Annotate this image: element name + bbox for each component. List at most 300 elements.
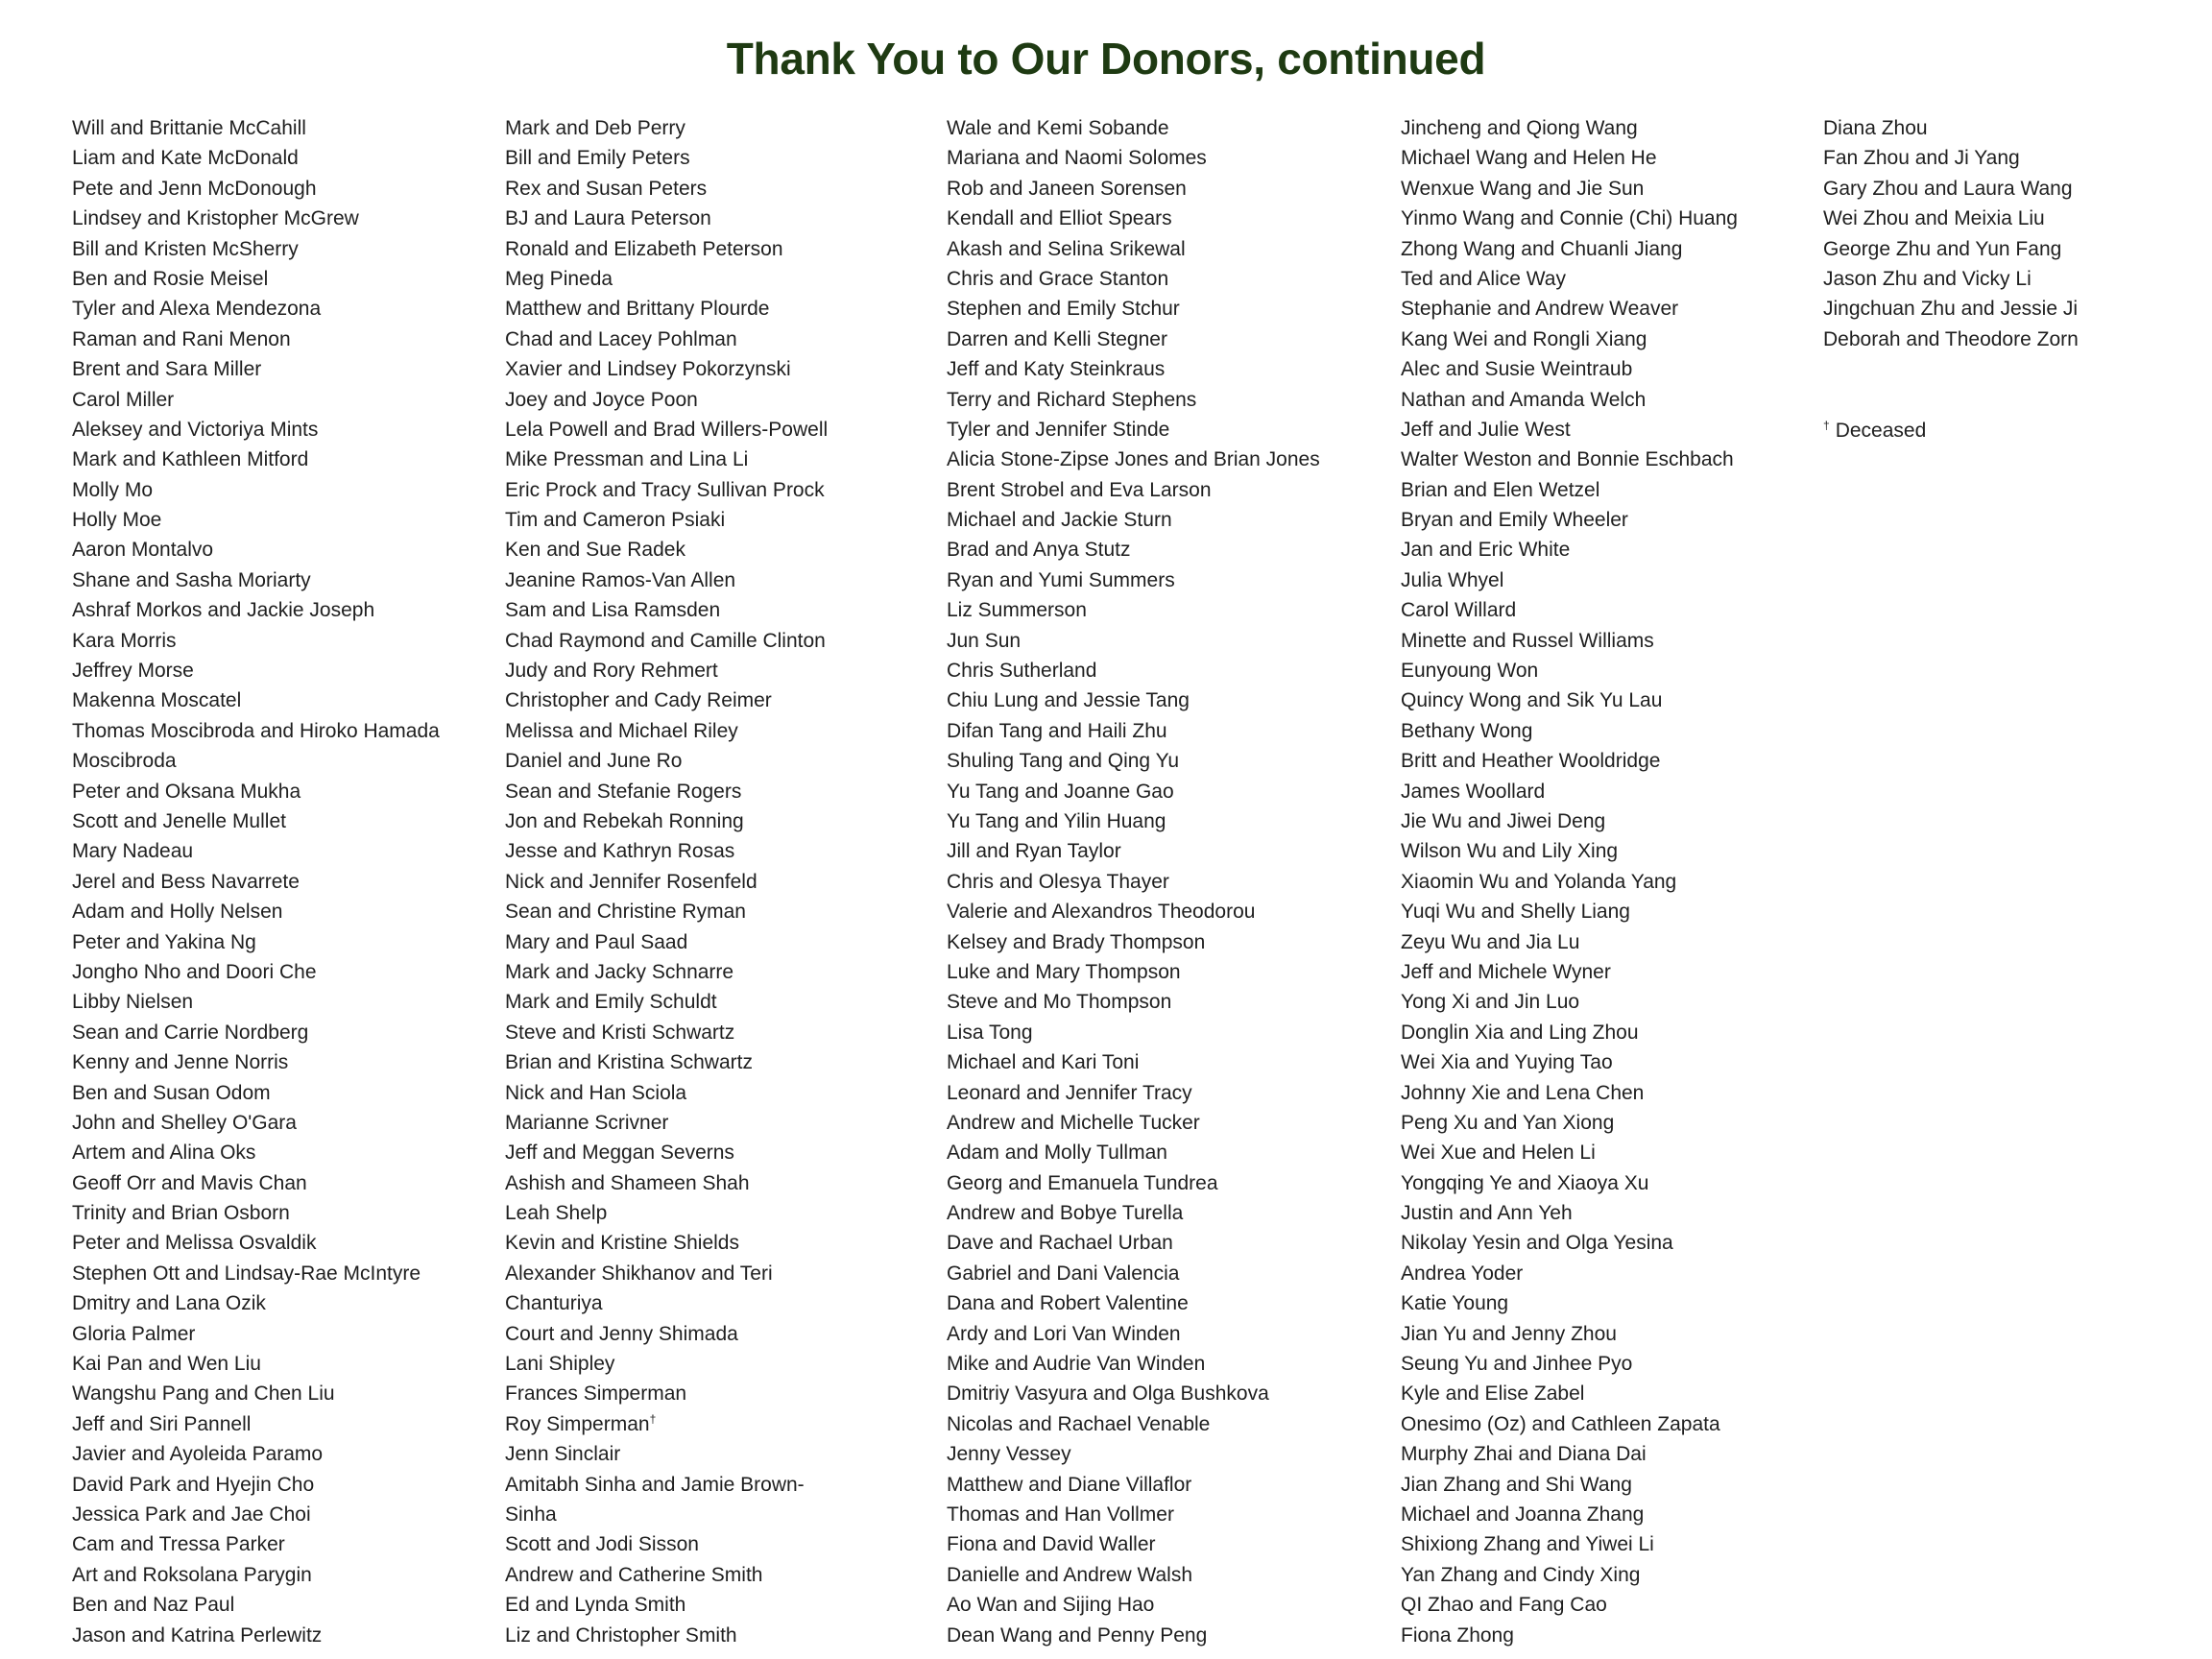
- donor-name: [505, 234, 828, 264]
- donor-name: [1401, 143, 1738, 173]
- donor-name-text: Mike Pressman and Lina Li: [505, 448, 749, 471]
- donor-name: [947, 836, 1320, 866]
- donor-name: [72, 143, 440, 173]
- donor-name: [1401, 716, 1738, 746]
- donor-name: [947, 897, 1320, 926]
- donor-name-text: Yan Zhang and Cindy Xing: [1401, 1563, 1641, 1586]
- donor-name: [1401, 354, 1738, 384]
- donor-name-text: Jie Wu and Jiwei Deng: [1401, 809, 1606, 832]
- donor-name-text: Wangshu Pang and Chen Liu: [72, 1382, 335, 1406]
- donor-name: [947, 325, 1320, 354]
- dagger-mark: †: [1823, 419, 1830, 432]
- donor-name-text: QI Zhao and Fang Cao: [1401, 1594, 1607, 1617]
- donor-name: [1401, 806, 1738, 836]
- donor-name-text: Kendall and Elliot Spears: [947, 207, 1172, 230]
- donor-name-text: Carol Willard: [1401, 599, 1517, 622]
- donor-name: [947, 656, 1320, 685]
- donor-name-text: Stephen and Emily Stchur: [947, 298, 1180, 321]
- donor-name: [505, 685, 828, 715]
- donor-name: [72, 1349, 440, 1379]
- donor-name-text: Wei Xue and Helen Li: [1401, 1142, 1596, 1165]
- donor-name-text: Frances Simperman: [505, 1382, 687, 1406]
- donor-name-text: Leah Shelp: [505, 1202, 608, 1225]
- donor-name: [505, 1621, 828, 1650]
- donor-name-text: Melissa and Michael Riley: [505, 719, 738, 742]
- donor-name: [1401, 1621, 1738, 1650]
- donor-name: [72, 1319, 440, 1349]
- donor-name-text: Moscibroda: [72, 750, 177, 773]
- donor-name-text: Jenn Sinclair: [505, 1443, 621, 1466]
- donor-name-text: Nicolas and Rachael Venable: [947, 1412, 1211, 1435]
- donor-name: [947, 685, 1320, 715]
- donor-name-text: Johnny Xie and Lena Chen: [1401, 1081, 1645, 1104]
- donor-name: [72, 777, 440, 806]
- donor-name-text: Jesse and Kathryn Rosas: [505, 840, 735, 863]
- donor-name: [947, 1198, 1320, 1228]
- donor-name-text: James Woollard: [1401, 780, 1546, 803]
- donor-name-text: Jeff and Michele Wyner: [1401, 960, 1611, 983]
- donor-name-text: Donglin Xia and Ling Zhou: [1401, 1021, 1639, 1044]
- donor-name-text: Dana and Robert Valentine: [947, 1292, 1189, 1315]
- donor-name-text: Peter and Oksana Mukha: [72, 780, 301, 803]
- donor-name: [505, 987, 828, 1017]
- donor-name-text: Sean and Stefanie Rogers: [505, 780, 742, 803]
- donor-name-text: Adam and Molly Tullman: [947, 1142, 1167, 1165]
- donor-name-text: Difan Tang and Haili Zhu: [947, 719, 1167, 742]
- donor-name: [947, 626, 1320, 656]
- donor-name-text: Kyle and Elise Zabel: [1401, 1382, 1585, 1406]
- donor-name: [505, 1560, 828, 1590]
- donor-name-text: Tyler and Alexa Mendezona: [72, 298, 322, 321]
- donor-name: [1401, 626, 1738, 656]
- donor-name: [72, 415, 440, 445]
- donor-name: [1401, 1198, 1738, 1228]
- donor-name-text: Jeff and Siri Pannell: [72, 1412, 252, 1435]
- donor-name: [947, 1288, 1320, 1318]
- donor-name-text: Jeffrey Morse: [72, 660, 194, 683]
- donor-name-text: Lisa Tong: [947, 1021, 1033, 1044]
- donor-name-text: Michael and Jackie Sturn: [947, 509, 1172, 532]
- donor-name-text: Valerie and Alexandros Theodorou: [947, 901, 1256, 924]
- page-title: Thank You to Our Donors, continued: [726, 34, 1486, 84]
- donor-name-text: Sean and Carrie Nordberg: [72, 1021, 309, 1044]
- donor-name-text: Nick and Jennifer Rosenfeld: [505, 870, 757, 893]
- donor-name-text: Artem and Alina Oks: [72, 1142, 256, 1165]
- donor-name-text: Yinmo Wang and Connie (Chi) Huang: [1401, 207, 1738, 230]
- donor-name: [1401, 685, 1738, 715]
- donor-name-text: Mark and Jacky Schnarre: [505, 960, 734, 983]
- donor-name: [947, 957, 1320, 987]
- donor-name: [505, 535, 828, 565]
- donor-name: [947, 987, 1320, 1017]
- donor-name: [1401, 1018, 1738, 1047]
- donor-name: [72, 595, 440, 625]
- donor-name: [505, 294, 828, 324]
- donor-column-5: [1823, 113, 2079, 354]
- donor-name-text: Andrew and Michelle Tucker: [947, 1111, 1200, 1134]
- donor-name-text: Yuqi Wu and Shelly Liang: [1401, 901, 1630, 924]
- donor-name-text: Kara Morris: [72, 629, 177, 652]
- donor-name: [947, 565, 1320, 595]
- donor-name-text: Dmitriy Vasyura and Olga Bushkova: [947, 1382, 1269, 1406]
- donor-name-text: Jeff and Meggan Severns: [505, 1142, 734, 1165]
- donor-name-text: Kelsey and Brady Thompson: [947, 930, 1206, 953]
- donor-column-4: [1401, 113, 1738, 1650]
- donor-name-text: Trinity and Brian Osborn: [72, 1202, 290, 1225]
- donor-name-text: Nick and Han Sciola: [505, 1081, 687, 1104]
- donor-name-text: Kang Wei and Rongli Xiang: [1401, 327, 1647, 350]
- donor-name-text: Tim and Cameron Psiaki: [505, 509, 726, 532]
- donor-name: [505, 1500, 828, 1529]
- donor-name: [1401, 836, 1738, 866]
- donor-name: [1823, 264, 2079, 294]
- donor-name-text: Will and Brittanie McCahill: [72, 117, 306, 139]
- donor-name-text: Chiu Lung and Jessie Tang: [947, 689, 1190, 712]
- donor-name-text: Dave and Rachael Urban: [947, 1232, 1173, 1255]
- donor-name-text: Brad and Anya Stutz: [947, 539, 1131, 562]
- donor-name-text: Andrew and Bobye Turella: [947, 1202, 1184, 1225]
- donor-name: [947, 1047, 1320, 1077]
- donor-name: [947, 1228, 1320, 1258]
- donor-name: [1401, 1379, 1738, 1408]
- donor-name: [72, 1439, 440, 1469]
- donor-name-text: Jeanine Ramos-Van Allen: [505, 568, 736, 591]
- donor-name-text: Ed and Lynda Smith: [505, 1594, 686, 1617]
- donor-name: [1401, 1108, 1738, 1138]
- donor-name: [947, 1560, 1320, 1590]
- donor-name-text: Jincheng and Qiong Wang: [1401, 117, 1638, 139]
- donor-name-text: Peng Xu and Yan Xiong: [1401, 1111, 1615, 1134]
- donor-name: [72, 1198, 440, 1228]
- donor-name-text: Akash and Selina Srikewal: [947, 237, 1186, 260]
- donor-name: [1401, 1590, 1738, 1620]
- donor-name: [947, 867, 1320, 897]
- donor-name: [1401, 113, 1738, 143]
- donor-name: [505, 806, 828, 836]
- donor-name-text: Liz Summerson: [947, 599, 1087, 622]
- donor-name: [72, 1560, 440, 1590]
- donor-column-3: [947, 113, 1320, 1650]
- donor-name-text: Ashraf Morkos and Jackie Joseph: [72, 599, 375, 622]
- donor-name: [1401, 174, 1738, 204]
- donor-name: [72, 354, 440, 384]
- donor-name: [1401, 1349, 1738, 1379]
- donor-name-text: Sean and Christine Ryman: [505, 901, 746, 924]
- donor-name: [947, 1138, 1320, 1167]
- donor-name: [1401, 234, 1738, 264]
- donor-name-text: Ben and Naz Paul: [72, 1594, 235, 1617]
- footnote-text: Deceased: [1835, 420, 1927, 442]
- donor-name-text: Ben and Rosie Meisel: [72, 267, 269, 290]
- donor-name: [947, 445, 1320, 474]
- donor-name-text: Chris Sutherland: [947, 660, 1097, 683]
- donor-name: [947, 1439, 1320, 1469]
- donor-name-text: Sinha: [505, 1503, 557, 1526]
- deceased-mark: †: [649, 1411, 657, 1426]
- donor-name-text: Court and Jenny Shimada: [505, 1322, 738, 1345]
- donor-name-text: Dmitry and Lana Ozik: [72, 1292, 266, 1315]
- donor-name-text: Shixiong Zhang and Yiwei Li: [1401, 1533, 1654, 1556]
- donor-name-text: Zeyu Wu and Jia Lu: [1401, 930, 1580, 953]
- donor-name: [947, 1078, 1320, 1108]
- donor-name: [505, 1108, 828, 1138]
- donor-name: [1401, 565, 1738, 595]
- donor-name: [505, 867, 828, 897]
- donor-name: [72, 174, 440, 204]
- donor-name-text: Fiona and David Waller: [947, 1533, 1156, 1556]
- donor-name: [1823, 174, 2079, 204]
- donor-name-text: Eric Prock and Tracy Sullivan Prock: [505, 478, 825, 501]
- donor-name-text: John and Shelley O'Gara: [72, 1111, 297, 1134]
- donor-name-text: Nathan and Amanda Welch: [1401, 388, 1647, 411]
- donor-name: [505, 445, 828, 474]
- donor-name-text: Chad Raymond and Camille Clinton: [505, 629, 826, 652]
- donor-name-text: Meg Pineda: [505, 267, 613, 290]
- donor-name-text: Jason Zhu and Vicky Li: [1823, 267, 2032, 290]
- donor-name-text: Zhong Wang and Chuanli Jiang: [1401, 237, 1683, 260]
- donor-name-text: Brent Strobel and Eva Larson: [947, 478, 1212, 501]
- donor-name-text: Danielle and Andrew Walsh: [947, 1563, 1193, 1586]
- donor-name: [72, 1168, 440, 1198]
- donor-name-text: Alec and Susie Weintraub: [1401, 358, 1633, 381]
- donor-name: [947, 1590, 1320, 1620]
- donor-name: [1401, 987, 1738, 1017]
- donor-name-text: Alicia Stone-Zipse Jones and Brian Jones: [947, 448, 1320, 471]
- donor-name-text: Yongqing Ye and Xiaoya Xu: [1401, 1171, 1649, 1194]
- donor-name: [72, 113, 440, 143]
- donor-name-text: Daniel and June Ro: [505, 750, 683, 773]
- donor-name-text: Holly Moe: [72, 509, 162, 532]
- donor-name-text: Jun Sun: [947, 629, 1022, 652]
- donor-name-text: Mark and Deb Perry: [505, 117, 685, 139]
- donor-name: [947, 1470, 1320, 1500]
- donor-name-text: Rex and Susan Peters: [505, 177, 708, 200]
- donor-name: [505, 1138, 828, 1167]
- donor-name: [505, 505, 828, 535]
- donor-name-text: Jon and Rebekah Ronning: [505, 809, 744, 832]
- donor-name-text: Mark and Emily Schuldt: [505, 991, 717, 1014]
- donor-name: [1401, 445, 1738, 474]
- donor-name-text: Brian and Elen Wetzel: [1401, 478, 1600, 501]
- donor-name-text: Roy Simperman: [505, 1412, 650, 1435]
- donor-name: [1401, 957, 1738, 987]
- donor-name-text: Quincy Wong and Sik Yu Lau: [1401, 689, 1663, 712]
- donor-name: [1401, 595, 1738, 625]
- donor-name: [947, 1500, 1320, 1529]
- donor-name-text: Bryan and Emily Wheeler: [1401, 509, 1628, 532]
- donor-name: [947, 1168, 1320, 1198]
- donor-name-text: Jian Yu and Jenny Zhou: [1401, 1322, 1617, 1345]
- donor-name: [72, 1078, 440, 1108]
- donor-name-text: Scott and Jenelle Mullet: [72, 809, 286, 832]
- donor-name-text: Minette and Russel Williams: [1401, 629, 1654, 652]
- donor-name-text: Fan Zhou and Ji Yang: [1823, 147, 2020, 170]
- donor-name: [947, 113, 1320, 143]
- donor-name: [505, 565, 828, 595]
- donor-name-text: Kai Pan and Wen Liu: [72, 1353, 261, 1376]
- donor-name: [72, 385, 440, 415]
- donor-name: [72, 1529, 440, 1559]
- donor-name-text: Dean Wang and Penny Peng: [947, 1623, 1208, 1647]
- donor-name: [1823, 234, 2079, 264]
- donor-name: [72, 325, 440, 354]
- donor-name: [505, 1319, 828, 1349]
- donor-name-text: Xiaomin Wu and Yolanda Yang: [1401, 870, 1677, 893]
- donor-name: [947, 475, 1320, 505]
- donor-name: [72, 1500, 440, 1529]
- donor-name-text: Chris and Olesya Thayer: [947, 870, 1169, 893]
- donor-name: [505, 777, 828, 806]
- donor-name: [947, 1259, 1320, 1288]
- donor-name: [1401, 1500, 1738, 1529]
- donor-name: [505, 595, 828, 625]
- donor-name-text: Fiona Zhong: [1401, 1623, 1514, 1647]
- donor-name: [1823, 113, 2079, 143]
- donor-name: [505, 1349, 828, 1379]
- donor-name: [72, 294, 440, 324]
- donor-name-text: Seung Yu and Jinhee Pyo: [1401, 1353, 1633, 1376]
- donor-name: [1401, 1560, 1738, 1590]
- donor-name-text: Adam and Holly Nelsen: [72, 901, 283, 924]
- donor-name: [947, 1018, 1320, 1047]
- donor-name-text: Bill and Emily Peters: [505, 147, 690, 170]
- donor-name: [72, 716, 440, 746]
- donor-name-text: Katie Young: [1401, 1292, 1509, 1315]
- donor-name-text: Ronald and Elizabeth Peterson: [505, 237, 783, 260]
- donor-name: [1401, 415, 1738, 445]
- donor-name: [1401, 204, 1738, 233]
- donor-name-text: Ashish and Shameen Shah: [505, 1171, 750, 1194]
- donor-name-text: Jeff and Julie West: [1401, 418, 1571, 441]
- donor-name: [72, 957, 440, 987]
- donor-name: [1401, 1259, 1738, 1288]
- donor-name: [1401, 535, 1738, 565]
- donor-name: [505, 1590, 828, 1620]
- donor-name-text: Peter and Yakina Ng: [72, 930, 256, 953]
- donor-name: [1401, 1529, 1738, 1559]
- donor-name-text: Carol Miller: [72, 388, 175, 411]
- donor-name: [505, 1470, 828, 1500]
- donor-name-text: Wei Zhou and Meixia Liu: [1823, 207, 2045, 230]
- donor-name-text: Eunyoung Won: [1401, 660, 1539, 683]
- donor-name-text: Brian and Kristina Schwartz: [505, 1051, 753, 1074]
- donor-name-text: Matthew and Brittany Plourde: [505, 298, 770, 321]
- donor-name-text: Jeff and Katy Steinkraus: [947, 358, 1166, 381]
- donor-name-text: Joey and Joyce Poon: [505, 388, 698, 411]
- donor-name-text: Jill and Ryan Taylor: [947, 840, 1121, 863]
- donor-name-text: Deborah and Theodore Zorn: [1823, 327, 2079, 350]
- donor-name-text: Chanturiya: [505, 1292, 603, 1315]
- donor-name-text: Shane and Sasha Moriarty: [72, 568, 311, 591]
- donor-name-text: Steve and Mo Thompson: [947, 991, 1172, 1014]
- donor-name-text: Jan and Eric White: [1401, 539, 1571, 562]
- donor-name: [505, 836, 828, 866]
- donor-name: [505, 716, 828, 746]
- donor-name: [947, 806, 1320, 836]
- donor-name-text: Geoff Orr and Mavis Chan: [72, 1171, 307, 1194]
- donor-name-text: Steve and Kristi Schwartz: [505, 1021, 735, 1044]
- donor-name: [505, 475, 828, 505]
- donor-name: [947, 385, 1320, 415]
- donor-name-text: Aleksey and Victoriya Mints: [72, 418, 319, 441]
- donor-name: [947, 777, 1320, 806]
- donor-name: [72, 806, 440, 836]
- donor-name-text: Brent and Sara Miller: [72, 358, 262, 381]
- donor-name: [1401, 746, 1738, 776]
- donor-name-text: Andrea Yoder: [1401, 1262, 1524, 1285]
- donor-name: [947, 505, 1320, 535]
- donor-name-text: Terry and Richard Stephens: [947, 388, 1197, 411]
- donor-name-text: Wei Xia and Yuying Tao: [1401, 1051, 1613, 1074]
- donor-name-text: Lela Powell and Brad Willers-Powell: [505, 418, 829, 441]
- donor-name: [72, 1259, 440, 1288]
- donor-name-text: Ted and Alice Way: [1401, 267, 1566, 290]
- donor-name-text: Jongho Nho and Doori Che: [72, 960, 317, 983]
- donor-name-text: Wenxue Wang and Jie Sun: [1401, 177, 1645, 200]
- donor-name: [72, 535, 440, 565]
- donor-name-text: BJ and Laura Peterson: [505, 207, 711, 230]
- donor-name: [947, 1349, 1320, 1379]
- donor-name: [505, 1439, 828, 1469]
- donor-name: [72, 987, 440, 1017]
- donor-name-text: Yu Tang and Joanne Gao: [947, 780, 1174, 803]
- donor-name-text: Darren and Kelli Stegner: [947, 327, 1167, 350]
- donor-name: [947, 354, 1320, 384]
- donor-name-text: Michael and Joanna Zhang: [1401, 1503, 1645, 1526]
- donor-name: [947, 716, 1320, 746]
- donor-name-text: Wale and Kemi Sobande: [947, 117, 1169, 139]
- donor-name-text: Stephen Ott and Lindsay-Rae McIntyre: [72, 1262, 421, 1285]
- donor-name-text: Sam and Lisa Ramsden: [505, 599, 721, 622]
- donor-name: [1823, 325, 2079, 354]
- donor-name-text: Michael Wang and Helen He: [1401, 147, 1657, 170]
- donor-name: [947, 1621, 1320, 1650]
- donor-name: [72, 1047, 440, 1077]
- donor-name: [1401, 1409, 1738, 1439]
- donor-name-text: Leonard and Jennifer Tracy: [947, 1081, 1192, 1104]
- donor-name-text: Makenna Moscatel: [72, 689, 242, 712]
- donor-name: [505, 897, 828, 926]
- donor-name: [72, 1621, 440, 1650]
- donor-name-text: Molly Mo: [72, 478, 154, 501]
- donor-name: [505, 113, 828, 143]
- donor-name: [1401, 1228, 1738, 1258]
- donor-name: [947, 264, 1320, 294]
- donor-name-text: Shuling Tang and Qing Yu: [947, 750, 1180, 773]
- donor-name: [505, 354, 828, 384]
- donor-name-text: Bethany Wong: [1401, 719, 1533, 742]
- donor-name: [947, 1108, 1320, 1138]
- donor-name: [505, 204, 828, 233]
- donor-name-text: Stephanie and Andrew Weaver: [1401, 298, 1679, 321]
- donor-name: [1401, 1319, 1738, 1349]
- donor-name: [947, 294, 1320, 324]
- donor-name: [72, 475, 440, 505]
- donor-name: [1401, 264, 1738, 294]
- donor-name: [505, 1198, 828, 1228]
- donor-name-text: Art and Roksolana Parygin: [72, 1563, 312, 1586]
- donor-name: [505, 174, 828, 204]
- donor-name: [72, 746, 440, 776]
- donor-name: [505, 325, 828, 354]
- donor-name: [947, 1409, 1320, 1439]
- donor-name-text: Cam and Tressa Parker: [72, 1533, 285, 1556]
- donor-name-text: Wilson Wu and Lily Xing: [1401, 840, 1619, 863]
- donor-name-text: Lani Shipley: [505, 1353, 615, 1376]
- donor-name-text: Ken and Sue Radek: [505, 539, 685, 562]
- donor-name: [947, 143, 1320, 173]
- donor-name-text: Yong Xi and Jin Luo: [1401, 991, 1580, 1014]
